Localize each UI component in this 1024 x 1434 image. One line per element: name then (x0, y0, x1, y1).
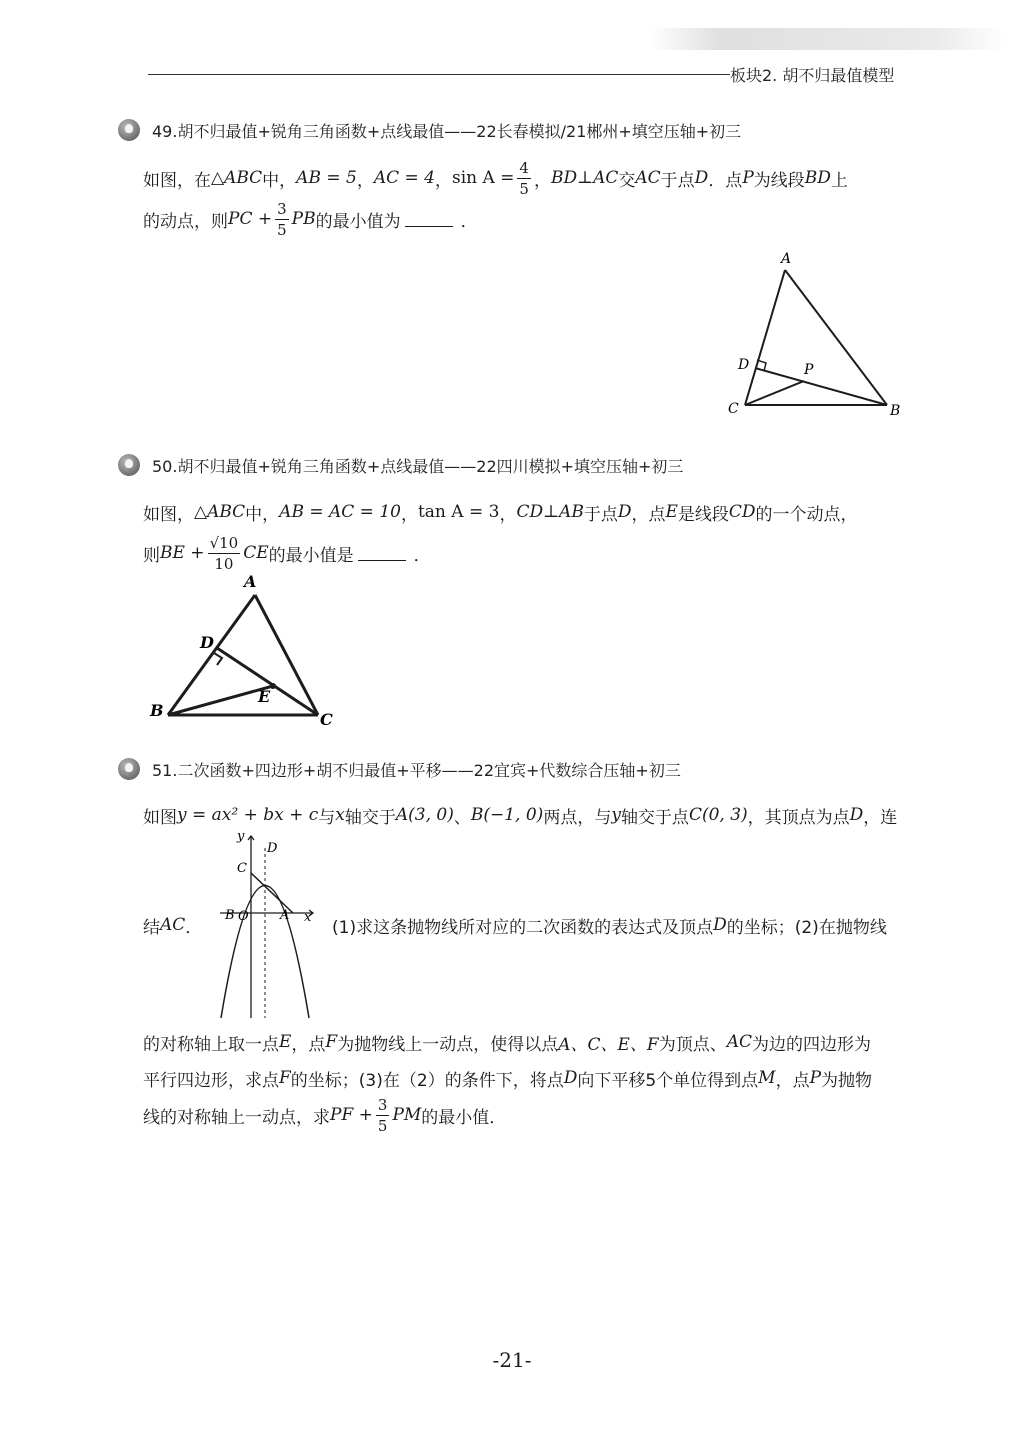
text: ．点 (708, 170, 743, 191)
math: PC + (228, 209, 273, 229)
math: BD (804, 168, 831, 188)
denominator: 5 (519, 179, 529, 198)
segment-ac (745, 270, 785, 405)
label-a: A (781, 251, 792, 267)
text: 平行四边形，求点 (143, 1070, 279, 1091)
fraction (376, 1097, 390, 1134)
q50-figure (140, 570, 350, 735)
q49-figure (720, 245, 910, 425)
math: A、C、E、F (558, 1034, 659, 1055)
numerator: 4 (519, 158, 529, 177)
text: 是线段 (677, 504, 729, 525)
label-c: C (320, 710, 333, 729)
text: 的最小值． (421, 1107, 507, 1128)
label-a: A (280, 908, 290, 923)
math: x (335, 805, 345, 825)
text: 如图，在 (143, 170, 211, 191)
math: F (325, 1032, 338, 1052)
segment-ab (785, 270, 887, 405)
q49-line-2 (143, 194, 478, 244)
q51-line-3 (143, 1027, 871, 1057)
math: BE + (160, 543, 205, 563)
text: 于点 (660, 170, 695, 191)
text: ． (413, 545, 431, 566)
q51-heading (118, 756, 681, 782)
label-b: B (225, 908, 235, 923)
math: AB = AC = 10 (279, 502, 401, 522)
label-p: P (804, 362, 814, 378)
label-a: A (244, 572, 257, 591)
math: AC (726, 1032, 753, 1052)
text: ， (533, 170, 551, 191)
answer-blank (405, 212, 453, 227)
text: 交 (618, 170, 636, 191)
label-d: D (738, 357, 750, 373)
numerator: √10 (209, 533, 239, 552)
right-angle-mark (214, 653, 222, 665)
scan-smudge (650, 28, 1005, 50)
math: P (742, 168, 754, 188)
text: 的最小值为 (315, 211, 401, 232)
text: ，连 (863, 807, 898, 828)
text: 的坐标；(2)在抛物线 (726, 917, 887, 938)
text: 如图 (143, 807, 177, 828)
math: tan A = 3 (417, 502, 500, 522)
text: 则 (143, 545, 160, 566)
text: 如图， (143, 504, 194, 525)
denominator: 10 (214, 554, 234, 573)
math: BD⊥AC (550, 168, 619, 188)
math: B(−1, 0) (470, 805, 544, 825)
text: 的对称轴上取一点 (143, 1034, 279, 1055)
text: ，点 (775, 1070, 810, 1091)
text: 的坐标；(3)在（2）的条件下，将点 (290, 1070, 564, 1091)
q51-line-4 (143, 1063, 872, 1093)
label-e: E (258, 687, 271, 706)
math: CE (243, 543, 269, 563)
text: ． (185, 917, 203, 938)
math: △ABC (211, 168, 263, 188)
text: ， (356, 170, 374, 191)
q51-line-2a (143, 910, 202, 940)
math: E (279, 1032, 292, 1052)
text: ． (460, 211, 478, 232)
lightbulb-icon (118, 454, 140, 476)
lightbulb-icon (118, 758, 140, 780)
math: D (694, 168, 709, 188)
q50-heading-text: 50.胡不归最值+锐角三角函数+点线最值——22四川模拟+填空压轴+初三 (152, 456, 684, 476)
q51-heading-text: 51.二次函数+四边形+胡不归最值+平移——22宜宾+代数综合压轴+初三 (152, 760, 681, 780)
answer-blank (358, 546, 406, 561)
denominator: 5 (277, 220, 287, 239)
text: 与 (318, 807, 336, 828)
text: 为边的四边形为 (752, 1034, 872, 1055)
text: ，其顶点为点 (747, 807, 850, 828)
q51-line-5 (143, 1090, 506, 1140)
text: 中， (245, 504, 280, 525)
text: 为线段 (753, 170, 805, 191)
q51-line-2b (332, 910, 887, 940)
text: ，点 (631, 504, 666, 525)
math: AB = 5 (296, 168, 357, 188)
label-c: C (237, 861, 247, 876)
label-c: C (728, 401, 739, 417)
point-e (270, 683, 276, 689)
math: F (279, 1068, 291, 1088)
q51-line-1 (143, 800, 897, 830)
math: CD (728, 502, 756, 522)
q50-line-1 (143, 497, 858, 527)
math: D (563, 1068, 578, 1088)
text: 、 (453, 807, 471, 828)
header-title: 板块2. 胡不归最值模型 (730, 66, 895, 85)
text: ， (499, 504, 517, 525)
text: 轴交于 (344, 807, 396, 828)
segment-ab (168, 595, 255, 715)
text: 于点 (583, 504, 618, 525)
denominator: 5 (377, 1116, 388, 1135)
text: 的一个动点， (755, 504, 858, 525)
text: 线的对称轴上一动点，求 (143, 1107, 330, 1128)
math: PM (392, 1105, 422, 1125)
q49-heading (118, 117, 741, 143)
q49-heading-text: 49.胡不归最值+锐角三角函数+点线最值——22长春模拟/21郴州+填空压轴+初三 (152, 121, 742, 141)
text: ，点 (291, 1034, 326, 1055)
page-number: -21- (492, 1348, 532, 1372)
math: D (617, 502, 632, 522)
math: PB (291, 209, 316, 229)
header-rule (148, 74, 730, 75)
q51-figure (215, 828, 325, 1023)
label-x: x (304, 910, 312, 925)
math: AC (160, 915, 186, 935)
label-d: D (200, 633, 214, 652)
text: 为抛物线上一动点，使得以点 (337, 1034, 559, 1055)
math: PF + (330, 1105, 373, 1125)
math: △ABC (194, 502, 246, 522)
math: D (849, 805, 864, 825)
text: 为抛物 (821, 1070, 873, 1091)
fraction (208, 535, 241, 572)
numerator: 3 (377, 1095, 388, 1114)
text: 两点，与 (543, 807, 612, 828)
text: 轴交于点 (620, 807, 689, 828)
math: E (665, 502, 678, 522)
math: C(0, 3) (688, 805, 748, 825)
math: sin A = (451, 168, 515, 188)
math: A(3, 0) (395, 805, 454, 825)
q50-heading (118, 452, 683, 478)
text: 的最小值是 (268, 545, 354, 566)
text: 向下平移5个单位得到点 (577, 1070, 759, 1091)
text: 的动点，则 (143, 211, 228, 232)
math: M (758, 1068, 776, 1088)
math: AC = 4 (373, 168, 435, 188)
label-b: B (150, 701, 164, 720)
numerator: 3 (277, 199, 287, 218)
segment-db (755, 368, 887, 405)
fraction (517, 160, 531, 197)
lightbulb-icon (118, 119, 140, 141)
text: 结 (143, 917, 160, 938)
math: CD⊥AB (516, 502, 584, 522)
text: 上 (830, 170, 848, 191)
text: ， (434, 170, 452, 191)
math: D (713, 915, 727, 935)
math: y = ax² + bx + c (177, 805, 319, 825)
label-b: B (890, 403, 901, 419)
math: y (611, 805, 621, 825)
label-o: O (238, 909, 249, 924)
fraction (275, 201, 289, 238)
text: (1)求这条抛物线所对应的二次函数的表达式及顶点 (332, 917, 714, 938)
segment-ca (251, 873, 293, 913)
label-y: y (237, 829, 245, 844)
text: 中， (262, 170, 297, 191)
segment-cp (745, 381, 804, 405)
text: ， (400, 504, 418, 525)
math: P (809, 1068, 822, 1088)
label-d: D (267, 841, 278, 856)
text: 为顶点、 (658, 1034, 727, 1055)
math: AC (635, 168, 661, 188)
